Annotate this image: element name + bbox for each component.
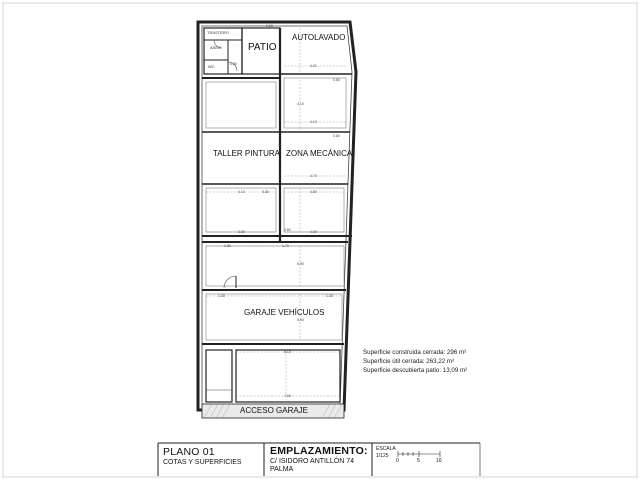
- room-lining-1: [206, 82, 276, 128]
- plano-number: PLANO 01: [163, 446, 215, 458]
- room-label-patio: PATIO: [248, 42, 277, 53]
- escala-value: 1/125: [376, 453, 389, 459]
- dimension-label: 4.10: [297, 102, 304, 106]
- dimension-label: 4.00: [310, 230, 317, 234]
- dimension-label: 3.80: [238, 230, 245, 234]
- dimension-label: 0.60: [266, 24, 273, 28]
- room-label-wc: WC: [208, 64, 215, 69]
- scale-tick-0: 0: [396, 458, 399, 464]
- dimension-label: 0.60: [333, 78, 340, 82]
- garage-lining-2: [206, 294, 342, 340]
- dimension-label: 5.90: [297, 262, 304, 266]
- city-line: PALMA: [270, 466, 294, 473]
- scale-tick-10: 10: [436, 458, 442, 464]
- area-util: Superficie útil cerrada: 263,22 m²: [363, 358, 455, 365]
- dimension-label: 5.90: [297, 318, 304, 322]
- lower-side-room: [206, 350, 232, 402]
- dimension-label: 1.30: [218, 294, 225, 298]
- room-label-acceso-garaje: ACCESO GARAJE: [240, 406, 309, 415]
- room-label-taller-pintura: TALLER PINTURA: [213, 149, 280, 158]
- room-lining-4: [284, 188, 344, 232]
- dimension-label: 4.80: [310, 190, 317, 194]
- room-lining-3: [206, 188, 276, 232]
- emplazamiento-label: EMPLAZAMIENTO:: [270, 445, 368, 457]
- dimension-label: 4.70: [310, 174, 317, 178]
- dimension-label: 1.70: [282, 244, 289, 248]
- area-descubierta: Superficie descubierta patio: 13,09 m²: [363, 367, 468, 374]
- dimension-label: 0.80: [284, 228, 291, 232]
- scale-bar: [398, 451, 440, 457]
- building-inner-outline: [202, 26, 352, 406]
- room-label-trastero: TRASTERO: [207, 30, 229, 35]
- dimension-label: 7.80: [284, 394, 291, 398]
- dimension-label: 1.30: [326, 294, 333, 298]
- dimension-label: 0.80: [230, 62, 237, 66]
- scale-tick-5: 5: [417, 458, 420, 464]
- room-label-garaje-vehiculos: GARAJE VEHÍCULOS: [244, 308, 325, 317]
- escala-label: ESCALA: [376, 446, 396, 452]
- room-label-autolavado: AUTOLAVADO: [292, 33, 346, 42]
- dimension-label: 0.80: [262, 190, 269, 194]
- dimension-label: 1.80: [224, 244, 231, 248]
- dimension-label: 4.10: [238, 190, 245, 194]
- room-label-zona-mecanica: ZONA MECÁNICA: [286, 149, 353, 158]
- dimension-label: 4.10: [310, 120, 317, 124]
- room-label-aseo: ASEO: [210, 45, 222, 50]
- area-construida: Superficie construida cerrada: 296 m²: [363, 349, 467, 356]
- plano-subtitle: COTAS Y SUPERFICIES: [163, 459, 242, 466]
- dimension-label: 0.80: [333, 134, 340, 138]
- address-line: C/ ISIDORO ANTILLÓN 74: [270, 458, 355, 465]
- dimension-label: 6.10: [284, 350, 291, 354]
- dimension-label: 4.21: [310, 64, 317, 68]
